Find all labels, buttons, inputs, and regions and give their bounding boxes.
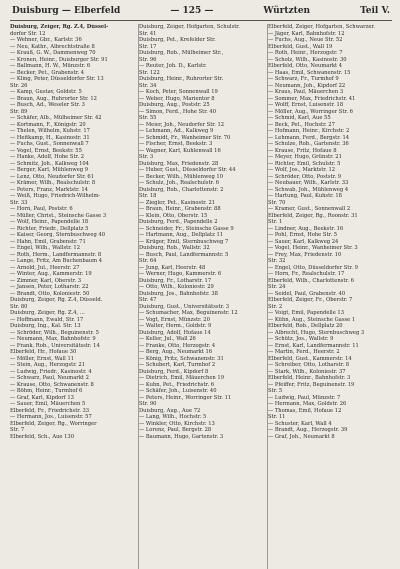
directory-entry: — Wolff, Ernst, Luisenstr. 18 bbox=[268, 102, 344, 108]
directory-entry: — Richter, Emil, Schulstr. 5 bbox=[268, 160, 341, 167]
directory-entry: Str. 122 bbox=[139, 69, 160, 76]
directory-entry: — Baumann, Hugo, Gartenstr. 3 bbox=[139, 433, 224, 440]
directory-entry: — Kamp, Gustav, Goldstr. 5 bbox=[10, 89, 82, 95]
directory-entry: — Kronen, Heinr., Duisburger Str. 91 bbox=[10, 56, 108, 63]
directory-entry: — Busch, Ad., Weseler Str. 3 bbox=[10, 102, 85, 108]
column-3 bbox=[267, 24, 390, 569]
directory-entry: — Lehmann, Ad., Kalkweg 9 bbox=[139, 128, 214, 134]
directory-entry: Duisburg, Rob., Mülheimer Str., bbox=[139, 50, 224, 56]
directory-entry: — Martin, Ferd., Heerstr. 2 bbox=[268, 349, 340, 355]
directory-entry: — Lange, Fritz, Am Buchenbaum 4 bbox=[10, 258, 103, 264]
directory-entry: — Kraus, Paul, Mäuerchen 3 bbox=[268, 89, 344, 95]
directory-entry: — Krauß, G. W., Dammenweg 70 bbox=[10, 50, 96, 56]
directory-entry: — Richter, Friedr., Dellplatz 5 bbox=[10, 225, 89, 232]
directory-entry: Duisburg, Ing., Kal. Str. 13 bbox=[10, 323, 81, 329]
directory-entry: — Schneider, Fr., Steinsche Gasse 9 bbox=[139, 225, 234, 232]
directory-entry: — Roth, Heinr., Herzogstr. 7 bbox=[268, 50, 343, 56]
directory-entry: Str. 47 bbox=[139, 297, 157, 303]
directory-entry: Str. 96 bbox=[139, 56, 157, 63]
directory-entry: — Schumacher, Max, Beguinenstr. 12 bbox=[139, 310, 238, 316]
directory-entry: — Weiß, Hugo, Friedrich-Wilhelm- bbox=[10, 193, 101, 199]
directory-entry: — Scholz, Wilh., Kasinostr. 30 bbox=[268, 56, 347, 63]
directory-entry: — Engel, Otto, Düsseldorfer Str. 9 bbox=[268, 264, 358, 271]
directory-entry: — Jung, Karl, Heerstr. 48 bbox=[139, 264, 206, 271]
column-2 bbox=[138, 24, 261, 569]
directory-entry: — Vogt, Ernst, Münzstr. 20 bbox=[139, 316, 210, 323]
directory-entry: — Peters, Franz, Marktstr. 14 bbox=[10, 186, 88, 193]
directory-entry: — Roth, Herm., Landfermannstr. 8 bbox=[10, 251, 102, 258]
directory-entry: — Kuhn, Pet., Friedrichstr. 6 bbox=[139, 381, 215, 388]
directory-entry: Duisburg, Aug., Poststr. 25 bbox=[139, 102, 210, 108]
directory-entry: Elberfeld, Sch., Aue 130 bbox=[10, 433, 75, 440]
directory-entry: — Lang, Wilh., Hochstr. 5 bbox=[139, 414, 207, 420]
directory-entry: — Neubauer, Wilh., Karlstr. 33 bbox=[268, 180, 349, 186]
directory-entry: — Hoffmann, Ewald, Str. 17 bbox=[10, 316, 84, 323]
directory-entry: Duisburg, Pet., Krefelder Str. bbox=[139, 37, 216, 43]
directory-entry: Elberfeld, Zeiger, Rg., Roonstr. 31 bbox=[268, 212, 358, 219]
directory-entry: Str. 24 bbox=[268, 284, 286, 290]
directory-entry: — Jansen, Peter, Lotharstr. 22 bbox=[10, 284, 89, 290]
directory-entry: — Hermann, Max, Goldstr. 26 bbox=[268, 401, 347, 407]
directory-entry: — Engel, Wilh., Wallstr. 12 bbox=[10, 245, 81, 251]
directory-entry: — Schwarz, Fr., Turmhof 9 bbox=[268, 76, 339, 82]
directory-columns bbox=[10, 24, 392, 569]
directory-entry: Str. 34 bbox=[139, 82, 157, 89]
directory-entry: Duisburg, Rob., Wallstr. 32 bbox=[139, 245, 210, 251]
directory-entry: — Schwarz, Paul, Neumarkt 2 bbox=[10, 375, 89, 381]
directory-entry: — Lenz, Otto, Neudorfer Str. 61 bbox=[10, 173, 95, 180]
directory-entry: Str. 32 bbox=[268, 258, 286, 264]
directory-entry: — Schmidt, Fr., Wanheimer Str. 70 bbox=[139, 134, 231, 141]
directory-entry: — Wolf, Heinr., Papendelle 18 bbox=[10, 219, 89, 225]
directory-entry: Elberfeld, Gust., Wall 19 bbox=[268, 43, 333, 50]
directory-entry: — Fischer, Ernst, Beekstr. 3 bbox=[139, 141, 213, 147]
directory-entry: — Lorenz, Paul, Bergstr. 28 bbox=[139, 427, 212, 433]
directory-entry: — Schuster, Karl, Wall 4 bbox=[268, 420, 332, 427]
directory-entry: — Schubert, Karl, Turmhof 2 bbox=[139, 362, 216, 368]
directory-entry: — Böhm, Heinr., Turmhof 6 bbox=[10, 388, 83, 394]
directory-entry: Duisburg, Zeiger, Rg. Z.4, Düsseld. bbox=[10, 297, 103, 303]
directory-entry: — Möller, Aug., Worringer Str. 6 bbox=[268, 108, 353, 115]
directory-entry: Duisburg, Zeiger, Rg. Z.4, ... bbox=[10, 310, 85, 316]
directory-entry: — Sauer, Karl, Kalkweg 24 bbox=[268, 238, 339, 245]
directory-entry: — Wolf, Jos., Marktstr. 12 bbox=[268, 167, 336, 173]
directory-entry: Str. 2 bbox=[268, 303, 283, 310]
directory-entry: Str. 3 bbox=[139, 154, 154, 160]
directory-entry: — Brandt, Otto, Koloniestr. 50 bbox=[10, 290, 90, 297]
directory-entry: — Seidel, Paul, Grabenstr. 40 bbox=[268, 290, 346, 297]
directory-entry: — Becker, Pet., Grabenstr. 4 bbox=[10, 69, 85, 76]
directory-entry: — Ernst, Karl, Landfermannstr. 11 bbox=[268, 342, 359, 349]
directory-entry: — Koch, Peter, Sonnenwall 19 bbox=[139, 89, 218, 95]
directory-entry: — Thomas, Emil, Hofaue 12 bbox=[268, 407, 342, 414]
directory-entry: — Kühn, Aug., Steinsche Gasse 1 bbox=[268, 316, 356, 323]
directory-entry: Duisburg, Gust., Universitätsstr. 3 bbox=[139, 303, 230, 310]
directory-entry: Elberfeld, Heinr., Bahnhofstr. 3 bbox=[268, 375, 351, 381]
directory-entry: Elberfeld, Gust., Kammerstr. 14 bbox=[268, 355, 352, 362]
directory-entry: — Ziegler, Pet., Kasinostr. 21 bbox=[139, 199, 216, 206]
directory-entry: — Braun, Aug., Ruhrorter Str. 12 bbox=[10, 95, 97, 102]
directory-entry: — Wehner, Gbr., Karlstr. 36 bbox=[10, 37, 82, 43]
directory-entry: Str. 64 bbox=[139, 258, 157, 264]
directory-entry: — Winter, Aug., Kammerstr. 19 bbox=[10, 271, 92, 277]
directory-entry: — Hahn, Emil, Grabenstr. 71 bbox=[10, 238, 86, 245]
directory-entry: — Schreiber, Otto, Lotharstr. 8 bbox=[268, 362, 350, 368]
column-1 bbox=[10, 24, 132, 569]
directory-entry: Str. 18 bbox=[139, 193, 157, 199]
directory-entry: — Voigt, Emil, Papendelle 13 bbox=[268, 310, 345, 316]
directory-entry: Str. 55 bbox=[139, 115, 157, 121]
directory-entry: Duisburg, Adolf, Hofaue 14 bbox=[139, 329, 211, 336]
directory-entry: — Neumann, Joh., Kipdorf 22 bbox=[268, 82, 346, 89]
directory-entry: — Peters, Heinr., Worringer Str. 11 bbox=[139, 394, 232, 401]
directory-entry: — Heitkamp, H., Kasinostr. 31 bbox=[10, 134, 90, 141]
directory-entry: Elberfeld, Zeiger, Fr., Oberstr. 7 bbox=[268, 297, 353, 303]
directory-entry: — Schwab, Joh., Mühlenweg 4 bbox=[268, 186, 349, 193]
page-header bbox=[10, 6, 392, 21]
directory-entry: — Hanke, Adolf, Hohe Str. 2 bbox=[10, 154, 85, 160]
directory-entry: — Lehmann, Ferd., Bergstr. 14 bbox=[268, 134, 350, 141]
directory-entry: — Schulze, Rob., Gartenstr. 36 bbox=[268, 141, 349, 147]
directory-entry: Str. 41 bbox=[139, 30, 157, 37]
directory-entry: — Wagner, Karl, Kuhlenwall 16 bbox=[139, 147, 221, 154]
directory-entry: Elberfeld, Hr., Hofaue 30 bbox=[10, 349, 77, 355]
directory-entry: — Neu, Kathr., Albrechtstraße 8 bbox=[10, 43, 95, 50]
directory-entry: Str. 5 bbox=[268, 388, 283, 394]
directory-entry: — Keller, Jul., Wall 26 bbox=[139, 336, 196, 342]
directory-entry: — Busch, Paul, Landfermannstr. 5 bbox=[139, 251, 229, 258]
directory-entry: — Krause, Fritz, Hofaue 8 bbox=[268, 147, 337, 154]
directory-entry: Duisburg, Aug., Aue 72 bbox=[139, 407, 201, 414]
directory-entry: — Hofmann, Heinr., Kirchstr. 2 bbox=[268, 128, 350, 134]
directory-entry: — Otto, Wilh., Koloniestr. 29 bbox=[139, 284, 214, 290]
directory-entry: — Lindner, Aug., Beekstr. 16 bbox=[268, 225, 344, 232]
directory-entry: — Fuchs, Gust., Sonnenwall 7 bbox=[10, 141, 89, 147]
directory-entry: — Pfeiffer, Fritz, Beguinenstr. 19 bbox=[268, 381, 355, 388]
directory-entry: — Krämer, Wilh., Realschulstr. 8 bbox=[10, 180, 96, 186]
directory-entry: — Berger, Karl, Mühlenweg 9 bbox=[10, 167, 89, 173]
directory-entry: Str. 17 bbox=[139, 43, 157, 50]
directory-entry: — Horn, Fr., Realschulstr. 17 bbox=[268, 271, 345, 277]
directory-entry: Duisburg, Zeiger, Rg. Z.4, Düssel- bbox=[10, 24, 109, 30]
directory-entry: — Vogel, Ernst, Beekstr. 55 bbox=[10, 147, 82, 154]
directory-entry: Str. 89 bbox=[10, 108, 28, 115]
directory-entry: — Schulz, Joh., Realschulstr. 6 bbox=[139, 180, 220, 186]
directory-entry: — Haas, Emil, Schwanenstr. 15 bbox=[268, 69, 351, 76]
directory-entry: Duisburg, Rob., Charlottenstr. 2 bbox=[139, 186, 224, 193]
directory-entry: — Kortmann, F., Königstr. 20 bbox=[10, 121, 86, 128]
directory-entry: dorfer Str. 12 bbox=[10, 30, 46, 37]
directory-entry: — Ludwig, Friedr., Kasinostr. 4 bbox=[10, 368, 92, 375]
directory-entry: — Winkler, Otto, Kirchstr. 13 bbox=[139, 420, 215, 427]
directory-entry: Duisburg, Ferd., Kipdorf 8 bbox=[139, 368, 209, 375]
directory-entry: — Beck, Pet., Hochstr. 27 bbox=[268, 121, 335, 128]
directory-entry: Str. 26 bbox=[10, 82, 28, 89]
directory-entry: — Kramer, Gust., Sonnenwall 2 bbox=[268, 206, 351, 212]
directory-entry: Elberfeld, Zeiger, Rg., Worringer bbox=[10, 420, 97, 427]
directory-entry: — Krause, Otto, Schwanenstr. 8 bbox=[10, 381, 94, 388]
directory-entry: — Stein, Aug., Herzogstr. 21 bbox=[10, 362, 86, 368]
directory-entry: — Schäfer, Joh., Luisenstr. 40 bbox=[139, 388, 217, 394]
directory-entry: — Arnold, Jul., Heerstr. 27 bbox=[10, 264, 80, 271]
directory-entry: — Stark, Wilh., Koloniestr. 37 bbox=[268, 368, 346, 375]
directory-entry: Str. 7 bbox=[10, 427, 25, 433]
directory-entry: — Horn, Paul, Poststr. 6 bbox=[10, 206, 73, 212]
directory-entry: — Ludwig, Paul, Münzstr. 7 bbox=[268, 394, 341, 401]
header-right: Würtzten bbox=[263, 6, 311, 16]
directory-entry: — Klein, Otto, Oberstr. 15 bbox=[139, 212, 208, 219]
directory-entry: Duisburg, Fr., Lotharstr. 17 bbox=[139, 277, 212, 284]
directory-entry: Str. 1 bbox=[268, 219, 283, 225]
directory-entry: Str. 11 bbox=[268, 414, 286, 420]
directory-entry: — Thelen, Wilhelm, Kuhstr. 17 bbox=[10, 128, 90, 134]
directory-entry: Elberfeld, Rob., Dellplatz 20 bbox=[268, 323, 343, 329]
directory-entry: — Meyer, Hugo, Grünstr. 21 bbox=[268, 154, 342, 160]
directory-entry: — Graf, Joh., Neumarkt 8 bbox=[268, 433, 335, 440]
directory-entry: — Dietrich, Emil, Mäuerchen 19 bbox=[139, 375, 225, 381]
directory-entry: Elberfeld, Wilh., Charlottenstr. 6 bbox=[268, 277, 354, 284]
directory-entry: — Schröder, Wilh., Beguinenstr. 5 bbox=[10, 329, 99, 336]
directory-entry: — Becker, Wilh., Mühlenweg 10 bbox=[139, 173, 224, 180]
directory-entry: — Berg, Aug., Neumarkt 16 bbox=[139, 349, 213, 355]
directory-entry: — Graf, Karl, Kipdorf 13 bbox=[10, 394, 74, 401]
directory-entry: Str. 80 bbox=[10, 303, 28, 310]
directory-entry: — Walter, Herm., Goldstr. 9 bbox=[139, 323, 212, 329]
directory-entry: — Kling, Peter, Düsseldorfer Str. 13 bbox=[10, 76, 104, 82]
directory-entry: — Frank, Rob., Universitätsstr. 14 bbox=[10, 342, 100, 349]
directory-entry: Elberfeld, Zeiger, Hofgarten, Schwarzer. bbox=[268, 24, 375, 30]
directory-entry: — Frey, Max, Friedenstr. 10 bbox=[268, 251, 342, 258]
directory-entry: — Neumann, Max, Bahnhofstr. 9 bbox=[10, 336, 96, 342]
directory-entry: — Brandt, Aug., Herzogstr. 39 bbox=[268, 427, 348, 433]
directory-entry: Elberfeld, Otto, Neumarkt 4 bbox=[268, 63, 343, 69]
directory-entry: — Franke, Otto, Herzogstr. 4 bbox=[139, 342, 216, 349]
directory-entry: — Sommer, Max, Friedrichstr. 41 bbox=[268, 95, 356, 102]
header-left: Duisburg — Elberfeld bbox=[12, 6, 121, 16]
directory-entry: — Weber, Hugo, Marientor 8 bbox=[139, 95, 215, 102]
directory-entry: — Fuchs, Aug., Neue Str. 52 bbox=[268, 37, 343, 43]
directory-entry: Duisburg, Max, Friedenstr. 28 bbox=[139, 160, 219, 167]
directory-entry: Elberfeld, Fr., Friedrichstr. 33 bbox=[10, 407, 90, 414]
directory-entry: — Zimmer, Karl, Oberstr. 3 bbox=[10, 277, 81, 284]
directory-entry: — Pohl, Ernst, Hohe Str. 5 bbox=[268, 232, 338, 238]
directory-entry: — Sauer, Emil, Mäuerchen 5 bbox=[10, 401, 86, 407]
header-volume: Teil V. bbox=[360, 6, 390, 16]
directory-entry: — Meier, Joh., Neudorfer Str. 12 bbox=[139, 121, 225, 128]
directory-entry: Str. 90 bbox=[139, 401, 157, 407]
directory-entry: — Jäger, Karl, Bahnhofstr. 12 bbox=[268, 30, 345, 37]
directory-entry: — Schütz, Jos., Wallstr. 9 bbox=[268, 336, 334, 342]
directory-entry: — Krüger, Emil, Sternbuschweg 7 bbox=[139, 238, 229, 245]
directory-entry: Duisburg, Ferd., Papendelle 2 bbox=[139, 219, 218, 225]
directory-entry: Duisburg, Zeiger, Hofgarten, Schulstr. bbox=[139, 24, 240, 30]
directory-entry: Duisburg, Jos., Bahnhofstr. 38 bbox=[139, 290, 218, 297]
directory-entry: — Schmitz, Joh., Kalkweg 104 bbox=[10, 160, 89, 167]
directory-entry: — Ballmann, H. W., Münzstr. 6 bbox=[10, 63, 91, 69]
directory-entry: — Hermann, Jos., Luisenstr. 57 bbox=[10, 414, 92, 420]
directory-entry: — Schmid, Karl, Aue 55 bbox=[268, 115, 331, 121]
directory-entry: — Simon, Ferd., Hohe Str. 40 bbox=[139, 108, 217, 115]
directory-entry: — Hartmann, Aug., Dellplatz 11 bbox=[139, 232, 224, 238]
directory-entry: — Braun, Heinr., Grabenstr. 88 bbox=[139, 206, 221, 212]
directory-entry: — Kaiser, Georg, Sternbuschweg 40 bbox=[10, 232, 106, 238]
directory-entry: — Schäfer, Alb., Mülheimer Str. 42 bbox=[10, 115, 102, 121]
directory-entry: — Möller, Ernst, Wall 11 bbox=[10, 355, 75, 362]
directory-entry: — Werner, Hugo, Kammerstr. 6 bbox=[139, 271, 222, 277]
directory-entry: — Schröder, Otto, Poststr. 9 bbox=[268, 173, 342, 180]
page-number: — 125 — bbox=[170, 6, 214, 16]
directory-entry: Str. 70 bbox=[268, 199, 286, 206]
directory-entry: — Albrecht, Hugo, Sternbuschweg 3 bbox=[268, 329, 365, 336]
directory-entry: Duisburg, Heinr., Ruhrorter Str. bbox=[139, 76, 224, 82]
directory-entry: — Vogel, Heinr., Wanheimer Str. 3 bbox=[268, 245, 358, 251]
directory-entry: — Huber, Gust., Düsseldorfer Str. 44 bbox=[139, 167, 236, 173]
directory-entry: Str. 33 bbox=[10, 199, 28, 206]
directory-entry: — Reuter, Joh. D., Karlstr. bbox=[139, 63, 207, 69]
directory-entry: — Hartung, Paul, Kuhstr. 18 bbox=[268, 193, 342, 199]
directory-entry: — Müller, Christ., Steinsche Gasse 3 bbox=[10, 212, 107, 219]
directory-entry: — König, Fritz, Schwanenstr. 31 bbox=[139, 355, 224, 362]
